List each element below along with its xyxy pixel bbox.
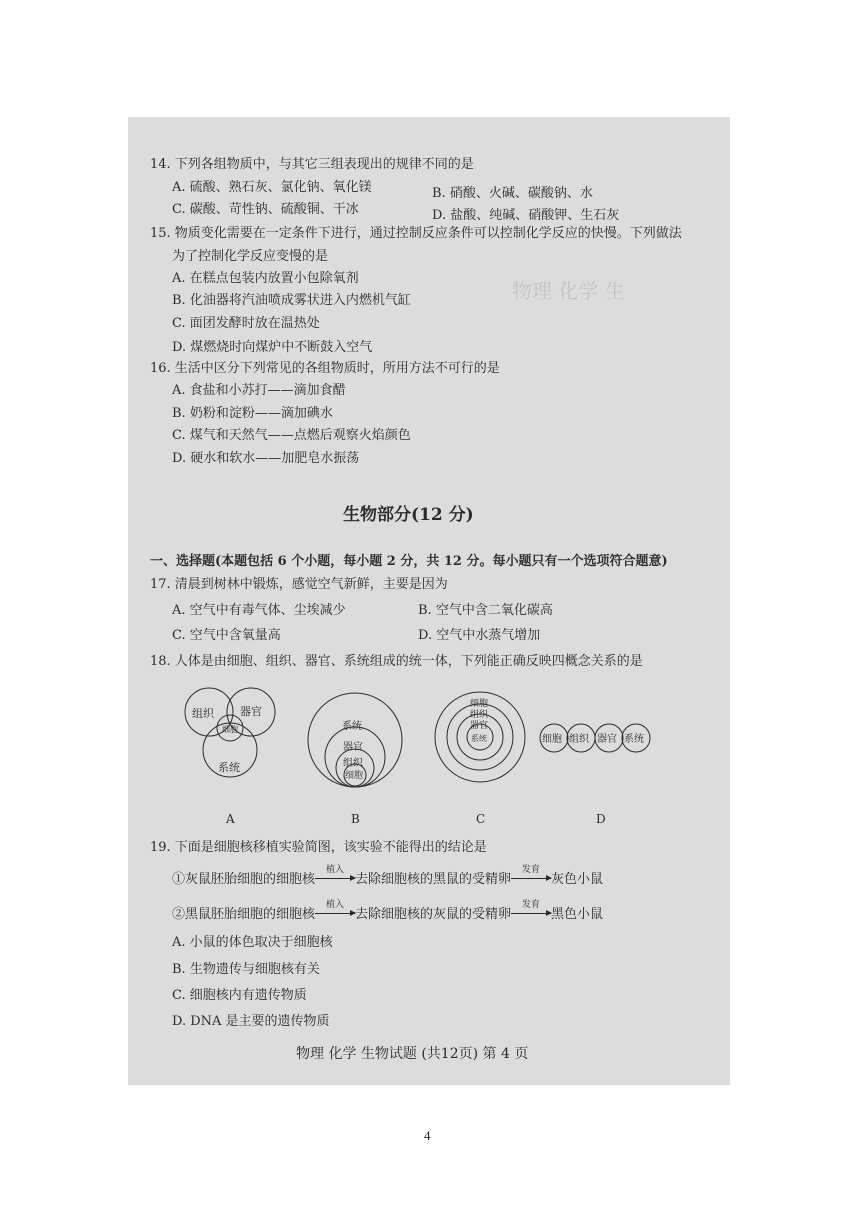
develop-arrow-2 [511,900,551,923]
exp1-mid: 去除细胞核的黑鼠的受精卵 [355,872,512,887]
q14-option-a: A. 硫酸、熟石灰、氯化钠、氧化镁 [172,180,372,195]
implant-arrow-1 [315,865,355,888]
exp1-end: 灰色小鼠 [551,872,604,887]
q16-option-d: D. 硬水和软水——加肥皂水振荡 [172,451,360,466]
q14-option-d: D. 盐酸、纯碱、硝酸钾、生石灰 [432,208,620,223]
diagram-b [308,693,402,787]
q18-stem: 18. 人体是由细胞、组织、器官、系统组成的统一体，下列能正确反映四概念关系的是 [150,654,643,669]
diagram-c-letter: C [476,812,486,826]
implant-arrow-2 [315,900,355,923]
bleed-through-title: 物理 化学 生 [512,279,625,303]
q16-option-a: A. 食盐和小苏打——滴加食醋 [172,383,346,398]
q19-option-d: D. DNA 是主要的遗传物质 [172,1014,330,1029]
q17-option-c: C. 空气中含氧量高 [172,628,281,643]
diagram-a-cell-label: 细胞 [222,725,238,734]
diagram-d-tissue-label: 组织 [569,734,589,745]
diagram-a-letter: A [226,812,235,826]
diagram-c [435,692,525,782]
diagram-c-organ-label: 器官 [470,721,489,731]
diagram-c-cell-label: 细胞 [470,699,489,709]
q19-option-a: A. 小鼠的体色取决于细胞核 [172,935,333,950]
implant-arrow-2-label: 植入 [326,900,345,910]
q17-option-a: A. 空气中有毒气体、尘埃减少 [172,603,346,618]
implant-arrow-1-label: 植入 [326,865,345,875]
diagram-d [540,724,650,752]
q16-option-c: C. 煤气和天然气——点燃后观察火焰颜色 [172,428,411,443]
diagram-d-organ-label: 器官 [597,734,617,745]
exp2-mid: 去除细胞核的灰鼠的受精卵 [355,907,512,922]
develop-arrow-1 [511,865,551,888]
diagram-a-tissue-label: 组织 [192,707,214,720]
q15-option-b: B. 化油器将汽油喷成雾状进入内燃机气缸 [172,293,411,308]
biology-section-title: 生物部分(12 分) [343,505,474,525]
q19-option-c: C. 细胞核内有遗传物质 [172,988,307,1003]
q15-option-d: D. 煤燃烧时向煤炉中不断鼓入空气 [172,340,373,355]
diagram-b-organ-label: 器官 [343,742,363,753]
q17-option-b: B. 空气中含二氧化碳高 [418,603,553,618]
diagram-b-tissue-label: 组织 [343,758,363,769]
q16-option-b: B. 奶粉和淀粉——滴加碘水 [172,406,333,421]
diagram-d-letter: D [596,812,606,826]
q19-experiment-1 [172,865,604,888]
q17-option-d: D. 空气中水蒸气增加 [418,628,541,643]
diagram-d-system-label: 系统 [624,734,644,745]
diagram-a [185,688,275,777]
exp1-start: ①灰鼠胚胎细胞的细胞核 [172,872,316,887]
q15-option-c: C. 面团发酵时放在温热处 [172,316,320,331]
diagram-a-organ-label: 器官 [240,705,262,718]
diagram-c-tissue-label: 组织 [470,710,489,720]
diagram-d-cell-label: 细胞 [542,734,562,745]
q14-option-b: B. 硝酸、火碱、碳酸钠、水 [432,186,593,201]
q14-stem: 14. 下列各组物质中，与其它三组表现出的规律不同的是 [150,157,474,172]
q15-option-a: A. 在糕点包装内放置小包除氧剂 [172,271,359,286]
diagram-b-letter: B [351,812,360,826]
q14-option-c: C. 碳酸、苛性钠、硫酸铜、干冰 [172,202,359,217]
develop-arrow-1-label: 发育 [522,865,541,875]
q17-stem: 17. 清晨到树林中锻炼，感觉空气新鲜，主要是因为 [150,577,448,592]
diagram-b-system-label: 系统 [342,721,362,732]
q16-stem: 16. 生活中区分下列常见的各组物质时，所用方法不可行的是 [150,361,500,376]
q19-experiment-2 [172,900,604,923]
scan-footer: 物理 化学 生物试题 (共12页) 第 4 页 [296,1046,529,1062]
diagram-c-system-label: 系统 [471,734,487,743]
part1-heading: 一、选择题(本题包括 6 个小题，每小题 2 分，共 12 分。每小题只有一个选项符合题意) [150,554,668,569]
page-number: 4 [424,1128,431,1143]
exp2-start: ②黑鼠胚胎细胞的细胞核 [172,907,316,922]
q15-stem-line2: 为了控制化学反应变慢的是 [172,249,329,264]
diagram-a-system-label: 系统 [218,761,240,774]
exp2-end: 黑色小鼠 [551,907,604,922]
diagram-b-cell-label: 细胞 [345,771,364,781]
q19-option-b: B. 生物遗传与细胞核有关 [172,962,320,977]
q18-concept-diagrams [180,678,644,828]
q19-stem: 19. 下面是细胞核移植实验简图，该实验不能得出的结论是 [150,840,487,855]
develop-arrow-2-label: 发育 [522,900,541,910]
q15-stem-line1: 15. 物质变化需要在一定条件下进行，通过控制反应条件可以控制化学反应的快慢。下列做法 [150,226,682,241]
